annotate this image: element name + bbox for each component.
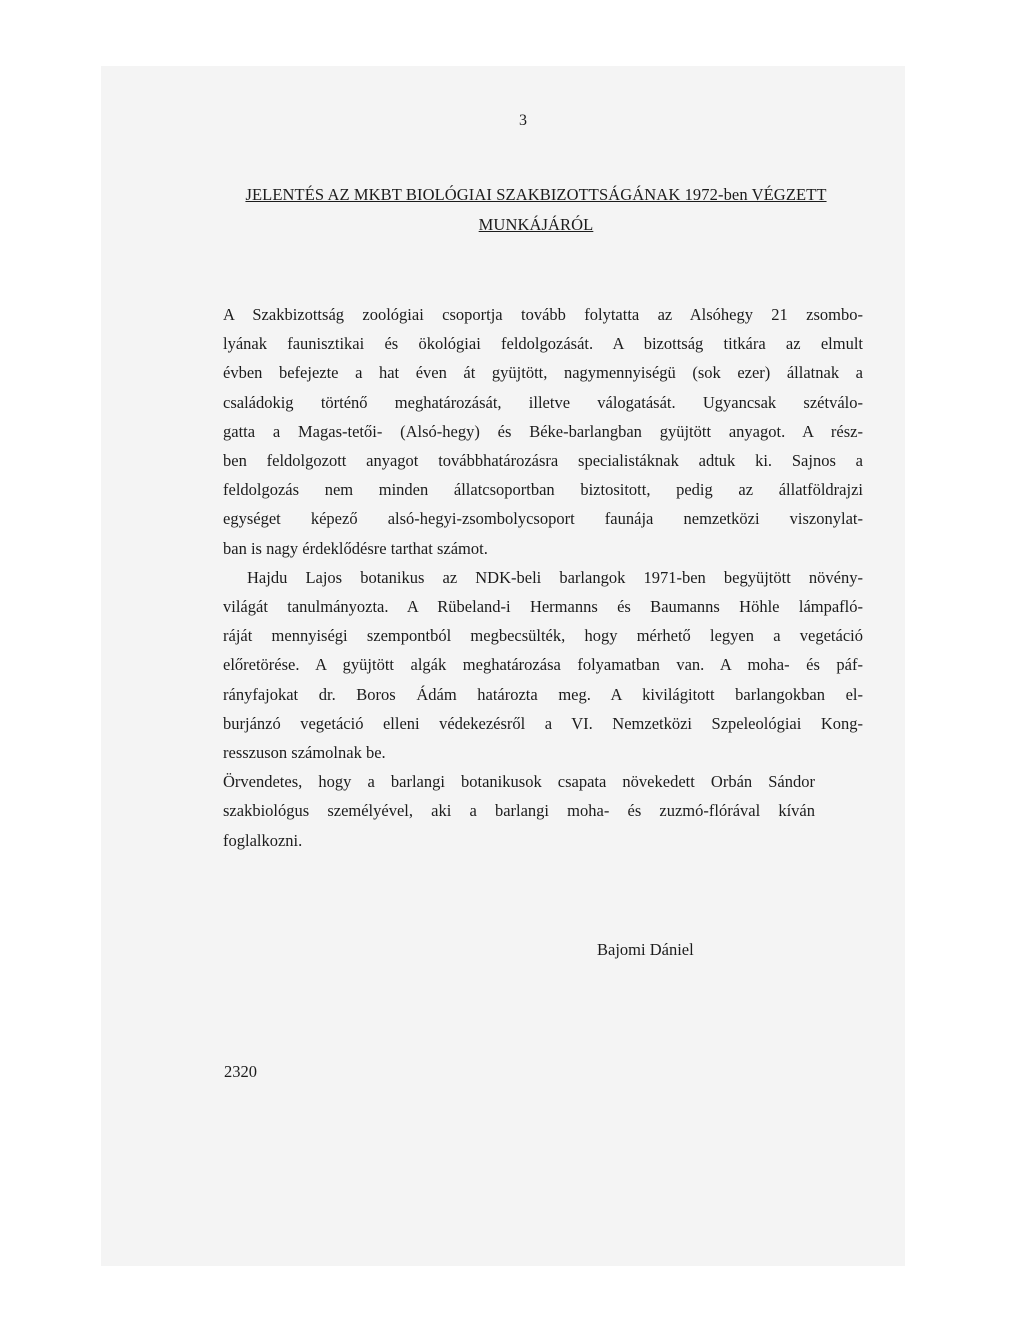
page-number: 3 (519, 112, 527, 129)
text-line: előretörése. A gyüjtött algák meghatározása folyamatban van. A moha- és páf- (223, 655, 863, 675)
paragraph-1 (223, 300, 863, 563)
report-body (223, 300, 863, 855)
title-line-2-wrap (222, 210, 850, 240)
text-line: burjánzó vegetáció elleni védekezésről a VI. Nemzetközi Szpeleológiai Kong- (223, 713, 863, 733)
text-line: feldolgozás nem minden állatcsoportban biztositott, pedig az állatföldrajzi (223, 480, 863, 500)
text-line: ben feldolgozott anyagot továbbhatározásra specialistáknak adtuk ki. Sajnos a (223, 451, 863, 471)
report-title (222, 180, 850, 240)
text-line: lyának faunisztikai és ökológiai feldolgozását. A bizottság titkára az elmult (223, 334, 863, 354)
text-line: szakbiológus személyével, aki a barlangi moha- és zuzmó-flórával kíván (223, 801, 815, 821)
text-line: évben befejezte a hat éven át gyüjtött, nagymennyiségü (sok ezer) állatnak a (223, 363, 863, 383)
text-line: Örvendetes, hogy a barlangi botanikusok csapata növekedett Orbán Sándor (223, 772, 815, 792)
text-line: resszuson számolnak be. (223, 743, 386, 763)
text-line: világát tanulmányozta. A Rübeland-i Hermanns és Baumanns Höhle lámpafló- (223, 597, 863, 617)
paragraph-2-cont (223, 592, 863, 767)
text-line: ban is nagy érdeklődésre tarthat számot. (223, 538, 488, 558)
text-line: rányfajokat dr. Boros Ádám határozta meg. A kivilágitott barlangokban el- (223, 684, 863, 704)
signature: Bajomi Dániel (597, 940, 694, 959)
text-line: A Szakbizottság zoológiai csoportja tovább folytatta az Alsóhegy 21 zsombo- (223, 305, 863, 324)
text-line: családokig történő meghatározását, illetve válogatását. Ugyancsak szétválo- (223, 392, 863, 412)
text-line: ráját mennyiségi szempontból megbecsülték, hogy mérhető legyen a vegetáció (223, 626, 863, 646)
title-line-2: MUNKÁJÁRÓL (478, 215, 594, 234)
text-line: foglalkozni. (223, 830, 303, 850)
paragraph-2 (223, 563, 863, 592)
footer-code: 2320 (224, 1062, 257, 1081)
text-line: gatta a Magas-tetői- (Alsó-hegy) és Béke-barlangban gyüjtött anyagot. A rész- (223, 421, 863, 441)
paragraph-3 (223, 767, 863, 855)
text-line: egységet képező alsó-hegyi-zsombolycsoport faunája nemzetközi viszonylat- (223, 509, 863, 529)
text-line: Hajdu Lajos botanikus az NDK-beli barlangok 1971-ben begyüjtött növény- (247, 567, 863, 587)
title-line-1: JELENTÉS AZ MKBT BIOLÓGIAI SZAKBIZOTTSÁGÁNAK 1972-ben VÉGZETT (245, 185, 827, 204)
